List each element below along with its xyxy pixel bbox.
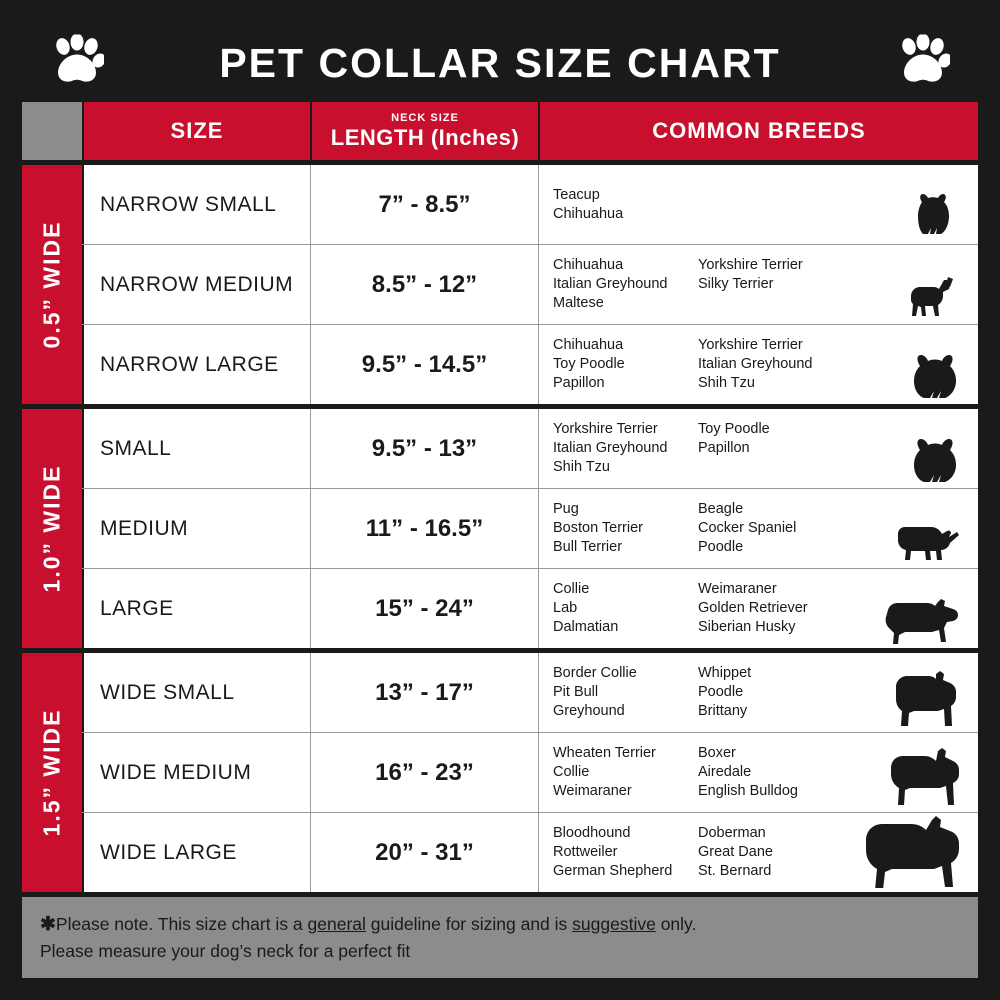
cell-neck-length: 8.5” - 12”	[310, 245, 538, 324]
cell-size: NARROW MEDIUM	[82, 245, 310, 324]
size-group	[22, 648, 978, 892]
table-row	[82, 568, 978, 648]
breed-column	[698, 580, 848, 637]
breed-name: Yorkshire Terrier	[553, 421, 658, 437]
group-width-label-text: 1.0” WIDE	[38, 464, 65, 593]
breed-name: Collie	[553, 581, 590, 597]
breed-name: Papillon	[553, 375, 605, 391]
breed-name: Toy Poodle	[553, 356, 625, 372]
paw-print-icon	[50, 35, 104, 92]
column-header-breeds	[538, 102, 978, 160]
footer-note	[22, 892, 978, 978]
cell-neck-length: 13” - 17”	[310, 653, 538, 732]
page-title: PET COLLAR SIZE CHART	[219, 39, 781, 86]
cell-common-breeds	[538, 569, 978, 648]
cell-neck-length: 15” - 24”	[310, 569, 538, 648]
cell-common-breeds	[538, 733, 978, 812]
breed-name: Greyhound	[553, 703, 625, 719]
breed-name: Shih Tzu	[553, 459, 610, 475]
table-row	[82, 488, 978, 568]
breed-name: Poodle	[698, 539, 744, 555]
footer-line-2: Please measure your dog’s neck for a perfect fit	[40, 941, 411, 961]
breed-columns	[553, 336, 848, 393]
group-width-label	[22, 409, 82, 648]
group-rows	[82, 653, 978, 892]
breed-name: Border Collie	[553, 665, 637, 681]
breed-name: Wheaten Terrier	[553, 745, 656, 761]
breed-columns	[553, 256, 848, 313]
breed-column	[698, 744, 848, 801]
breed-name: Beagle	[698, 501, 744, 517]
column-header-length-sublabel: NECK SIZE	[391, 111, 459, 124]
group-width-label-text: 1.5” WIDE	[38, 708, 65, 837]
footer-text-general: general	[307, 914, 366, 934]
cell-neck-length: 11” - 16.5”	[310, 489, 538, 568]
cell-common-breeds	[538, 813, 978, 892]
breed-name: Yorkshire Terrier	[698, 337, 803, 353]
breed-name: Boxer	[698, 745, 736, 761]
breed-column	[698, 256, 848, 313]
chart-header	[22, 24, 978, 102]
breed-name: Italian Greyhound	[553, 440, 668, 456]
breed-name: Brittany	[698, 703, 748, 719]
group-width-label-text: 0.5” WIDE	[38, 220, 65, 349]
breed-column	[553, 500, 698, 557]
table-row	[82, 244, 978, 324]
paw-print-icon	[896, 35, 950, 92]
breed-name: Bull Terrier	[553, 539, 623, 555]
breed-name: Great Dane	[698, 844, 773, 860]
breed-column	[698, 664, 848, 721]
breed-name: Bloodhound	[553, 825, 631, 841]
breed-name: Rottweiler	[553, 844, 618, 860]
breed-name: Toy Poodle	[698, 421, 770, 437]
breed-name: Whippet	[698, 665, 752, 681]
breed-columns	[553, 664, 848, 721]
breed-name: Lab	[553, 600, 578, 616]
pitbull-silhouette	[886, 670, 964, 728]
breed-column	[698, 336, 848, 393]
breed-column	[553, 664, 698, 721]
cell-common-breeds	[538, 165, 978, 244]
breed-column	[553, 256, 698, 313]
column-header-size	[82, 102, 310, 160]
cell-neck-length: 9.5” - 14.5”	[310, 325, 538, 404]
breed-name: Italian Greyhound	[698, 356, 813, 372]
papillon-silhouette	[908, 354, 964, 400]
column-header-size-label: SIZE	[170, 118, 224, 143]
breed-column	[698, 420, 848, 477]
cell-neck-length: 7” - 8.5”	[310, 165, 538, 244]
group-width-label	[22, 653, 82, 892]
breed-column	[698, 500, 848, 557]
asterisk-icon: ✱	[40, 914, 56, 935]
cell-common-breeds	[538, 245, 978, 324]
breed-columns	[553, 420, 848, 477]
beagle-silhouette	[892, 522, 964, 564]
breed-name: Pit Bull	[553, 684, 599, 700]
breed-name: Dalmatian	[553, 619, 619, 635]
breed-name: Shih Tzu	[698, 375, 755, 391]
breed-columns	[553, 580, 848, 637]
table-row	[82, 732, 978, 812]
breed-name: Italian Greyhound	[553, 276, 668, 292]
group-rows	[82, 409, 978, 648]
cell-size: LARGE	[82, 569, 310, 648]
table-row	[82, 165, 978, 244]
table-row	[82, 812, 978, 892]
cell-neck-length: 9.5” - 13”	[310, 409, 538, 488]
cell-size: NARROW SMALL	[82, 165, 310, 244]
breed-name: Doberman	[698, 825, 766, 841]
retriever-silhouette	[878, 598, 964, 644]
cell-common-breeds	[538, 489, 978, 568]
chihuahua-silhouette	[904, 274, 964, 320]
breed-column	[698, 186, 848, 224]
breed-name: Papillon	[698, 440, 750, 456]
breed-column	[553, 336, 698, 393]
footer-text-a: Please note. This size chart is a	[55, 914, 308, 934]
breed-column	[553, 186, 698, 224]
column-header-length-label: LENGTH (Inches)	[330, 124, 520, 150]
breed-name: St. Bernard	[698, 863, 772, 879]
cell-size: NARROW LARGE	[82, 325, 310, 404]
breed-name: Chihuahua	[553, 205, 624, 222]
table-row	[82, 409, 978, 488]
papillon-silhouette	[908, 438, 964, 484]
breed-columns	[553, 186, 848, 224]
breed-name: Airedale	[698, 764, 752, 780]
breed-name: Siberian Husky	[698, 619, 796, 635]
group-width-label	[22, 165, 82, 404]
footer-line-1	[40, 911, 960, 938]
cell-common-breeds	[538, 409, 978, 488]
cell-common-breeds	[538, 325, 978, 404]
breed-name: Silky Terrier	[698, 276, 774, 292]
breed-name: Weimaraner	[553, 783, 632, 799]
breed-name: Poodle	[698, 684, 744, 700]
boxer-silhouette	[880, 748, 964, 808]
cell-neck-length: 20” - 31”	[310, 813, 538, 892]
breed-name: Yorkshire Terrier	[698, 257, 803, 273]
cell-size: WIDE LARGE	[82, 813, 310, 892]
breed-name: Golden Retriever	[698, 600, 808, 616]
table-row	[82, 324, 978, 404]
breed-name: Weimaraner	[698, 581, 777, 597]
breed-name: Maltese	[553, 295, 604, 311]
breed-name: English Bulldog	[698, 783, 798, 799]
breed-column	[553, 580, 698, 637]
column-header-breeds-label: COMMON BREEDS	[652, 118, 866, 143]
column-header-length	[310, 102, 538, 160]
footer-text-b: guideline for sizing and is	[365, 914, 573, 934]
breed-name: Boston Terrier	[553, 520, 643, 536]
breed-name: Pug	[553, 501, 579, 517]
table-row	[82, 653, 978, 732]
breed-name: Chihuahua	[553, 257, 624, 273]
breed-name: Teacup	[553, 186, 600, 203]
breed-column	[553, 744, 698, 801]
footer-text-c: only.	[655, 914, 697, 934]
size-table	[22, 102, 978, 892]
breed-name: German Shepherd	[553, 863, 673, 879]
size-group	[22, 404, 978, 648]
footer-text-suggestive: suggestive	[572, 914, 656, 934]
cell-common-breeds	[538, 653, 978, 732]
header-corner-spacer	[22, 102, 82, 160]
breed-name: Chihuahua	[553, 337, 624, 353]
breed-name: Cocker Spaniel	[698, 520, 797, 536]
cell-neck-length: 16” - 23”	[310, 733, 538, 812]
breed-column	[553, 420, 698, 477]
cell-size: WIDE SMALL	[82, 653, 310, 732]
group-rows	[82, 165, 978, 404]
table-header-row	[22, 102, 978, 160]
breed-columns	[553, 500, 848, 557]
doberman-silhouette	[854, 816, 964, 888]
breed-column	[553, 824, 698, 881]
breed-name: Collie	[553, 764, 590, 780]
cell-size: WIDE MEDIUM	[82, 733, 310, 812]
size-group	[22, 160, 978, 404]
breed-columns	[553, 744, 848, 801]
breed-column	[698, 824, 848, 881]
yorkie-silhouette	[908, 192, 964, 240]
breed-columns	[553, 824, 848, 881]
cell-size: SMALL	[82, 409, 310, 488]
table-body	[22, 160, 978, 892]
cell-size: MEDIUM	[82, 489, 310, 568]
